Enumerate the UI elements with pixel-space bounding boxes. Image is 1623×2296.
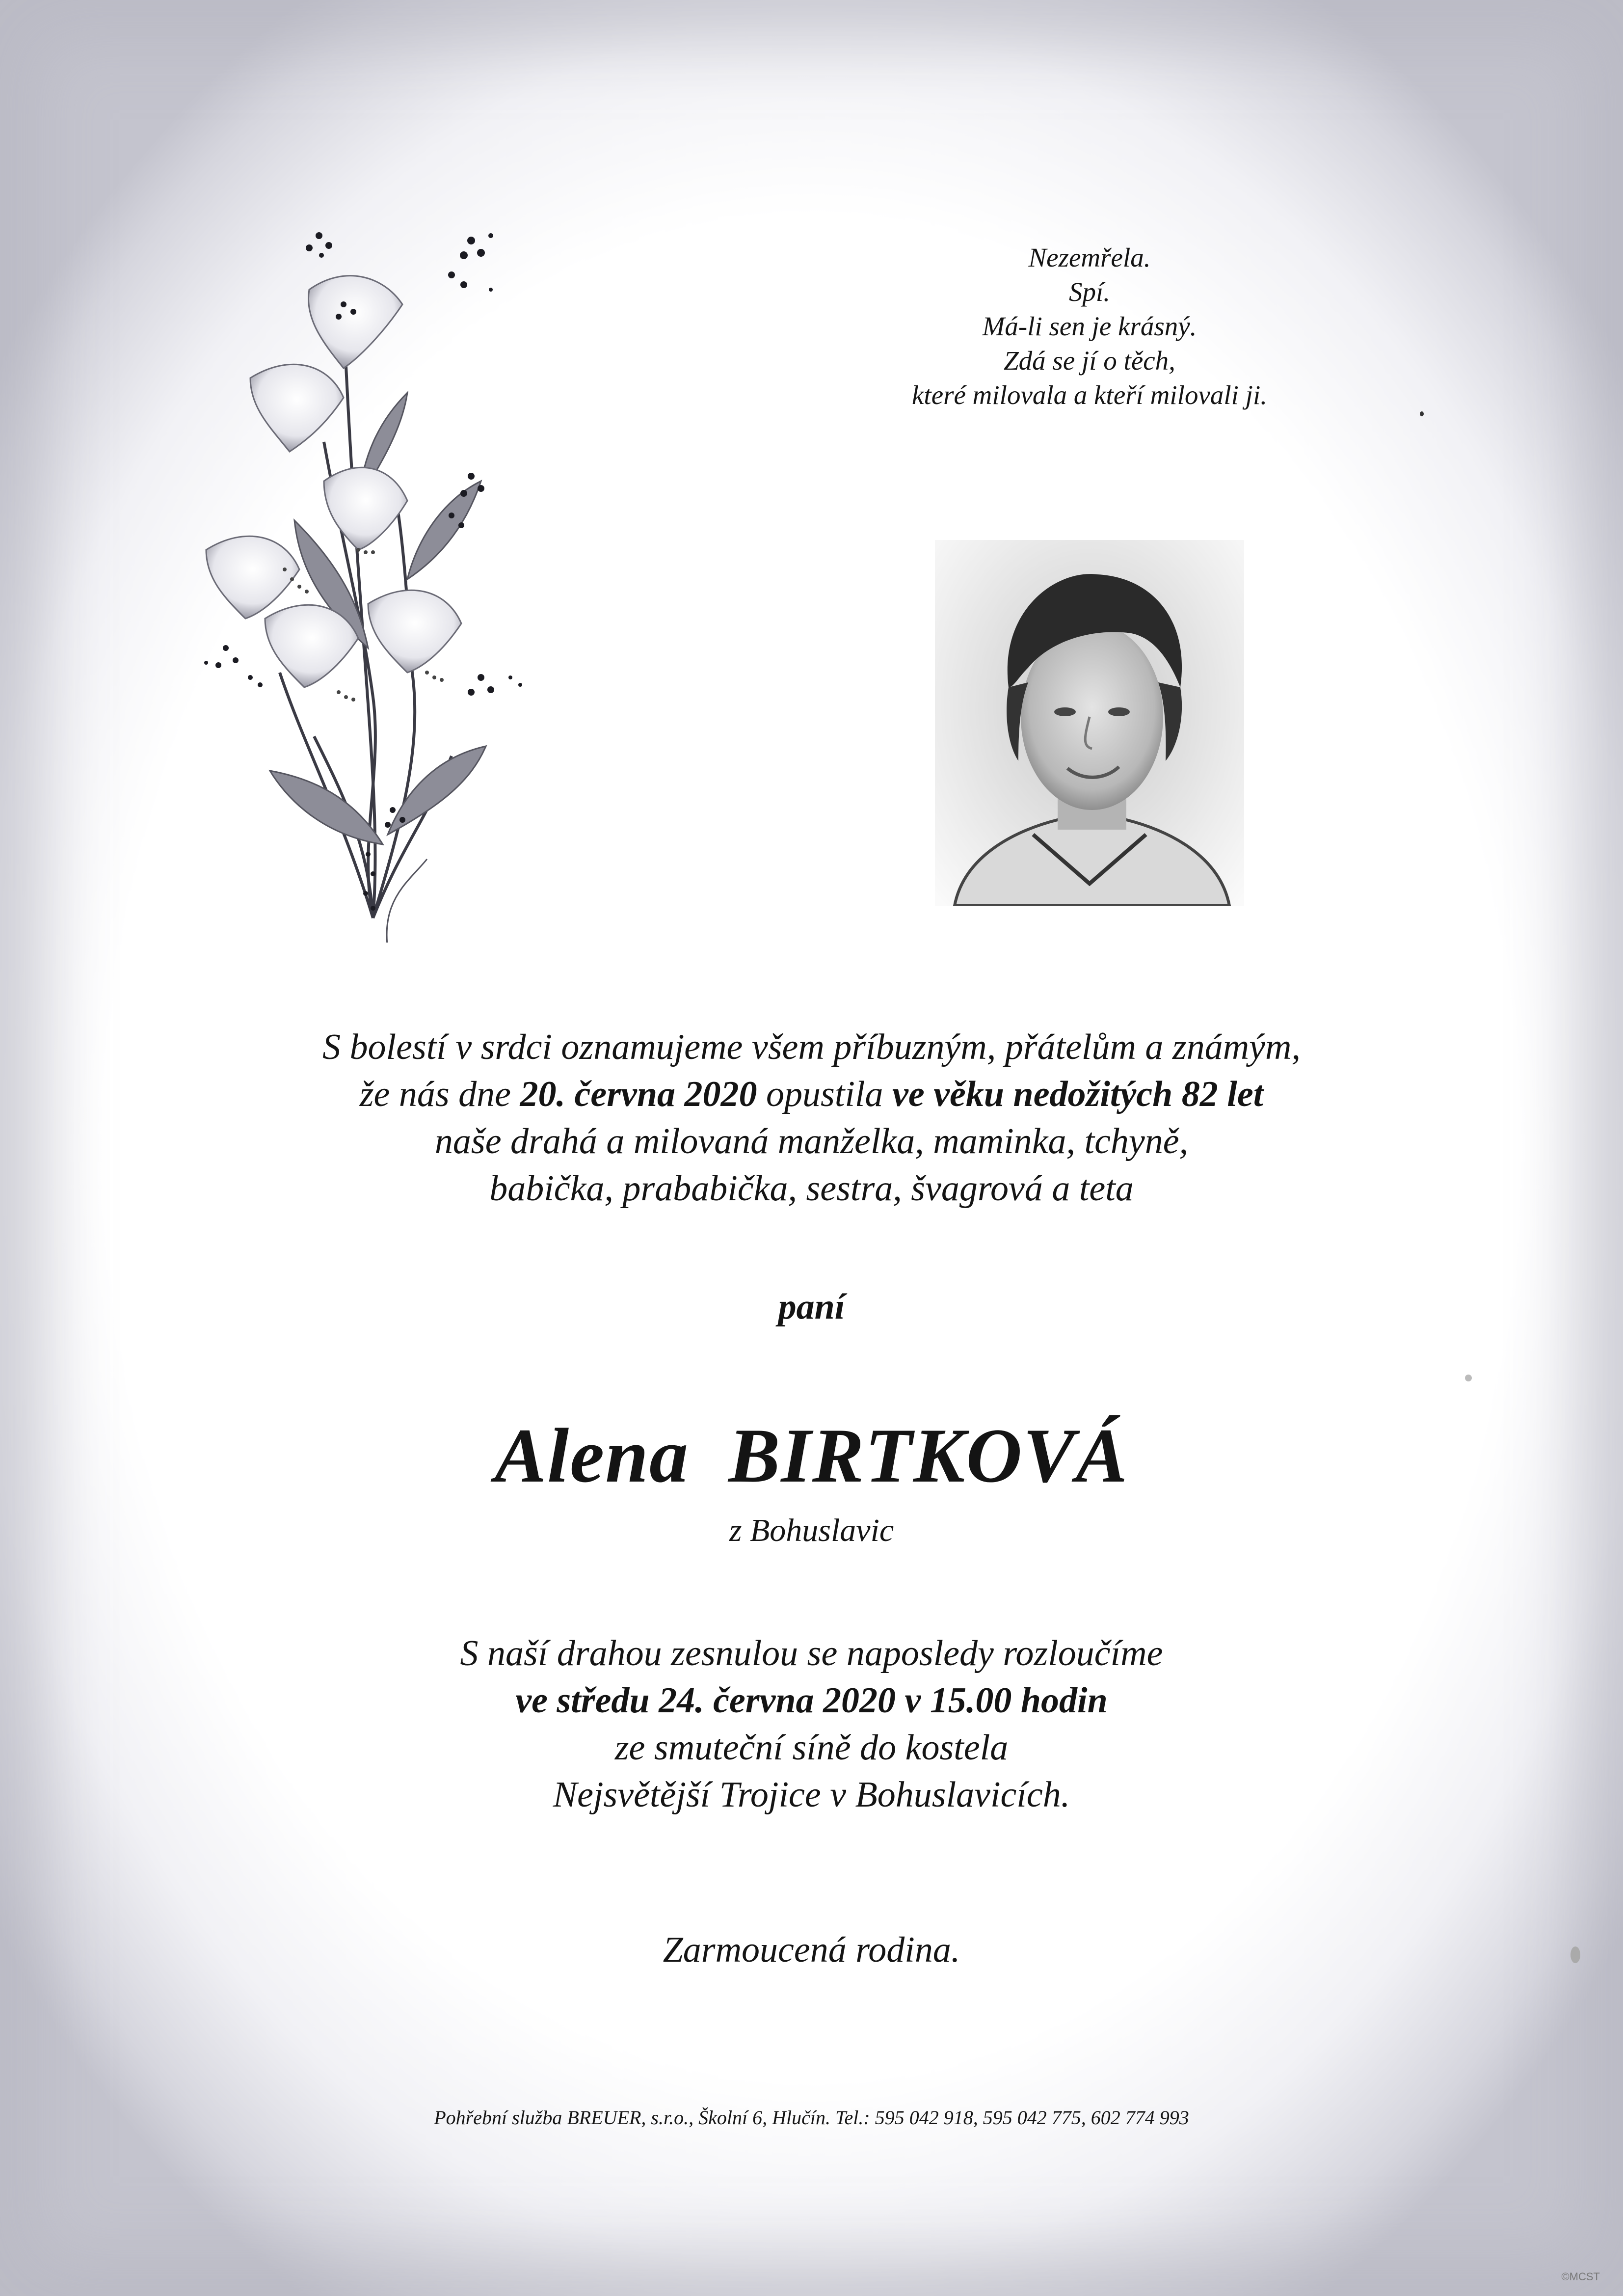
copyright-mark: ©MCST (1561, 2270, 1600, 2283)
death-date: 20. června 2020 (520, 1074, 757, 1114)
announcement-line-2-mid: opustila (757, 1074, 892, 1114)
funeral-service-footer: Pohřební služba BREUER, s.r.o., Školní 6, Hlučín. Tel.: 595 042 918, 595 042 775, 602 774 993 (434, 2107, 1189, 2129)
announcement-line-4: babička, prababička, sestra, švagrová a teta (489, 1168, 1134, 1209)
announcement-line-3: naše drahá a milovaná manželka, maminka, tchyně, (434, 1121, 1189, 1162)
poem-line-3: Má-li sen je krásný. (982, 311, 1197, 341)
poem-line-4: Zdá se jí o těch, (1004, 346, 1175, 376)
honorific: paní (778, 1287, 845, 1327)
hometown: z Bohuslavic (729, 1513, 894, 1548)
farewell-line-1: S naší drahou zesnulou se naposledy rozloučíme (460, 1633, 1163, 1674)
announcement-line-2-pre: že nás dne (359, 1074, 520, 1114)
announcement-line-1: S bolestí v srdci oznamujeme všem příbuzným, přátelům a známým, (322, 1027, 1301, 1067)
announcement (147, 1024, 1476, 1212)
poem-line-2: Spí. (1068, 277, 1111, 307)
deceased-name (147, 1411, 1476, 1501)
scan-speck (1570, 1946, 1580, 1963)
poem-line-5: které milovala a kteří milovali ji. (912, 380, 1267, 410)
poem-line-1: Nezemřela. (1028, 243, 1151, 272)
ceremony-datetime: ve středu 24. června 2020 v 15.00 hodin (515, 1680, 1108, 1721)
farewell-line-3: ze smuteční síně do kostela (614, 1728, 1009, 1768)
closing-signature: Zarmoucená rodina. (663, 1930, 960, 1970)
portrait-photo (935, 540, 1244, 906)
poem (805, 241, 1374, 412)
farewell-details (147, 1630, 1476, 1818)
portrait-figure (935, 540, 1244, 906)
scan-speck (1465, 1375, 1472, 1381)
last-name: BIRTKOVÁ (728, 1413, 1129, 1499)
age-statement: ve věku nedožitých 82 let (892, 1074, 1264, 1114)
first-name: Alena (494, 1413, 690, 1499)
ink-dot (1420, 411, 1424, 416)
ceremony-location: Nejsvětější Trojice v Bohuslavicích. (553, 1775, 1070, 1815)
announcement-line-2 (147, 1071, 1476, 1118)
lily-bouquet-illustration (196, 206, 638, 943)
